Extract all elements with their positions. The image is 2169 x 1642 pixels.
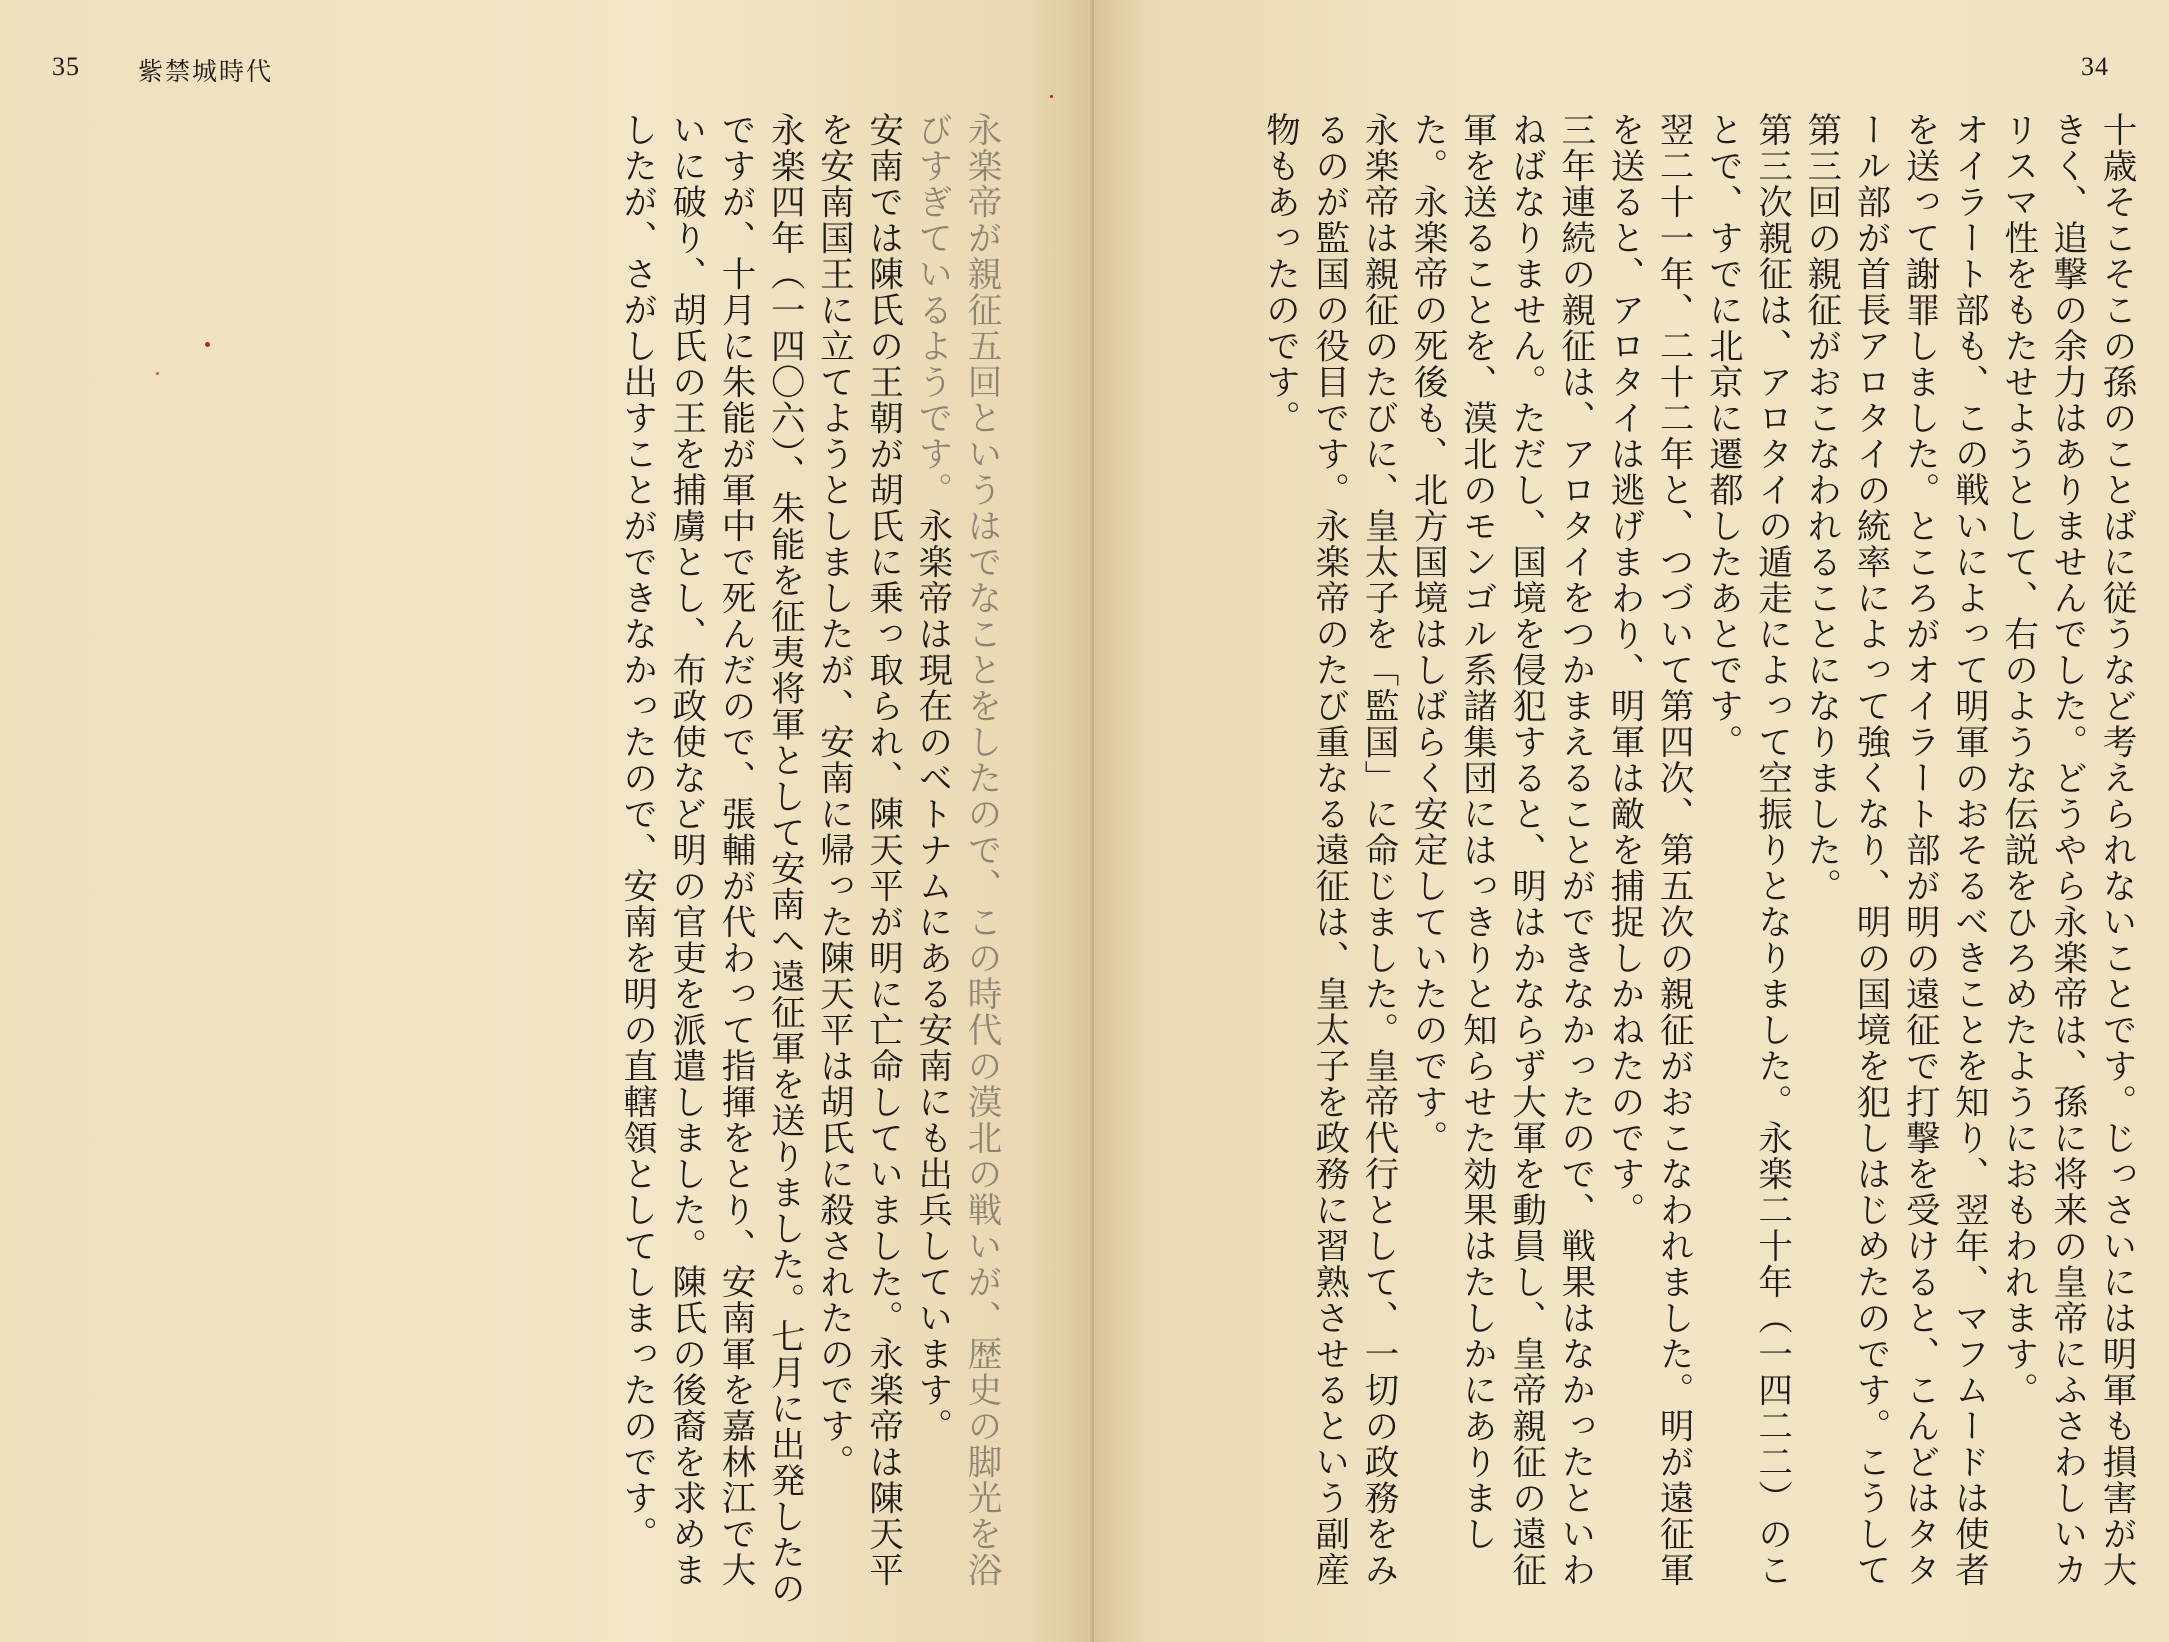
paragraph-6: 永楽帝は親征のたびに、皇太子を「監国」に命じました。皇帝代行として、一切の政務をみるのが監国の役目です。永楽帝のたび重なる遠征は、皇太子を政務に習熟させるという副産物もあったのです。 — [1259, 112, 1398, 1588]
paragraph-annam-2: 永楽四年（一四〇六）、朱能を征夷将軍として安南へ遠征軍を送りました。七月に出発したのですが、十月に朱能が軍中で死んだので、張輔が代わって指揮をとり、安南軍を嘉林江で大いに破り、胡氏の王を捕虜とし、布政使など明の官吏を派遣しました。陳氏の後裔を求めましたが、さがし出すことができなかったので、安南を明の直轄領としてしまったのです。 — [616, 112, 805, 1607]
running-title: 紫禁城時代 — [138, 57, 274, 86]
paragraph-2: オイラート部も、この戦いによって明軍のおそるべきことを知り、翌年、マフムードは使者を送って謝罪しました。ところがオイラート部が明の遠征で打撃を受けると、こんどはタタール部が首長アロタイの統率によって強くなり、明の国境を犯しはじめたのです。こうして第三回の親征がおこなわれることになりました。 — [1800, 112, 1989, 1588]
ink-speck — [1050, 95, 1053, 98]
faded-paragraph — [907, 112, 1005, 1612]
left-page-body — [585, 112, 1005, 1612]
paragraph-1: 十歳そこそこの孫のことばに従うなど考えられないことです。じっさいには明軍も損害が大きく、追撃の余力はありませんでした。どうやら永楽帝は、孫に将来の皇帝にふさわしいカリスマ性をもたせようとして、右のような伝説をひろめたようにおもわれます。 — [1997, 112, 2136, 1588]
page-number-right: 34 — [2081, 52, 2109, 81]
paragraph-5: 三年連続の親征は、アロタイをつかまえることができなかったので、戦果はなかったといわねばなりません。ただし、国境を侵犯すると、明はかならず大軍を動員し、皇帝親征の遠征軍を送ることを、漠北のモンゴル系諸集団にはっきりと知らせた効果はたしかにありました。永楽帝の死後も、北方国境はしばらく安定していたのです。 — [1407, 112, 1595, 1588]
ink-speck — [205, 342, 210, 347]
ink-speck — [156, 372, 159, 375]
page-number-left: 35 — [52, 52, 80, 81]
right-page-body — [1180, 112, 2140, 1612]
paragraph-annam-1: 安南では陳氏の王朝が胡氏に乗っ取られ、陳天平が明に亡命していました。永楽帝は陳天平を安南国王に立てようとしましたが、安南に帰った陳天平は胡氏に殺されたのです。 — [813, 112, 903, 1588]
paragraph-3: 第三次親征は、アロタイの遁走によって空振りとなりました。永楽二十年（一四二二）のことで、すでに北京に遷都したあとです。 — [1702, 112, 1792, 1588]
faded-opening-text: 永楽帝が親征五回というはでなことをしたので、この時代の漠北の戦いが、歴史の脚光を浴びすぎているようです。 — [911, 112, 1001, 1588]
paragraph-4: 翌二十一年、二十二年と、つづいて第四次、第五次の親征がおこなわれました。明が遠征軍を送ると、アロタイは逃げまわり、明軍は敵を捕捉しかねたのです。 — [1603, 112, 1694, 1588]
opening-continuation: 永楽帝は現在のベトナムにある安南にも出兵しています。 — [911, 508, 952, 1444]
